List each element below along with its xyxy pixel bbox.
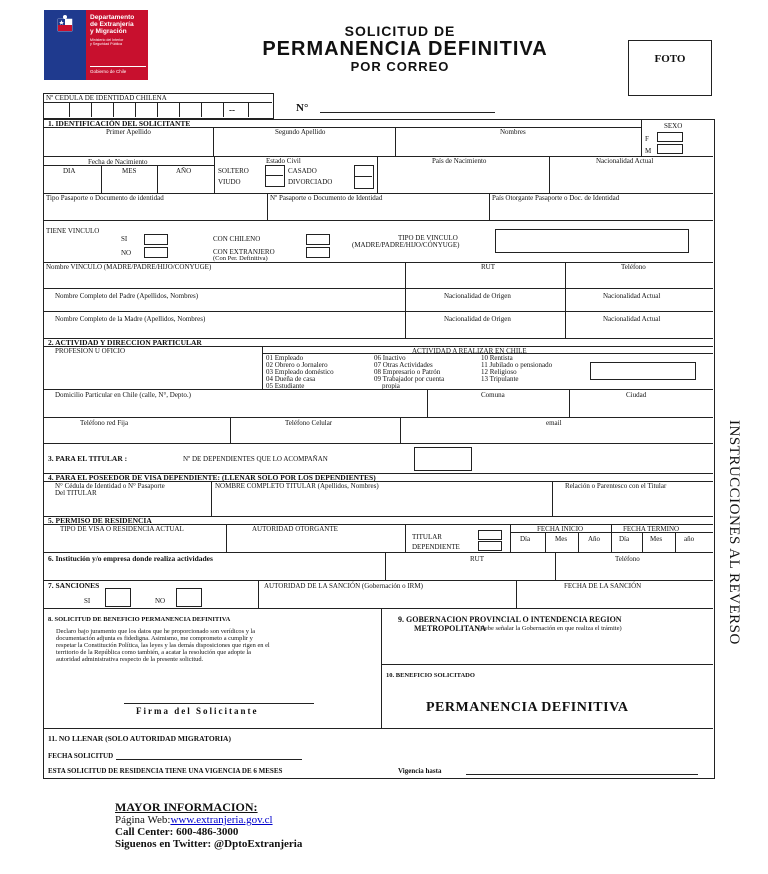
fecha-solicitud-label: FECHA SOLICITUD: [48, 752, 114, 760]
section-11-title: 11. NO LLENAR (SOLO AUTORIDAD MIGRATORIA): [48, 734, 231, 743]
sexo-f-checkbox[interactable]: [657, 132, 683, 142]
email-label: email: [546, 419, 562, 427]
titular-label: TITULAR: [412, 533, 442, 541]
logo-sub-2: y Seguridad Pública: [90, 42, 122, 46]
actividad-label: ACTIVIDAD A REALIZAR EN CHILE: [412, 347, 527, 355]
actividad-05: 05 Estudiante: [266, 382, 305, 390]
footer-title: MAYOR INFORMACION:: [115, 800, 258, 814]
tipo-vinculo-input[interactable]: [495, 229, 689, 253]
con-extranjero-checkbox[interactable]: [306, 247, 330, 258]
fecha-solicitud-line[interactable]: [116, 759, 302, 760]
firma-line[interactable]: [124, 703, 314, 704]
termino-dia-label: Día: [619, 535, 630, 543]
actividad-04: 04 Dueña de casa: [266, 375, 316, 383]
pais-otorgante-label: País Otorgante Pasaporte o Doc. de Identidad: [492, 194, 620, 202]
cedula-titular-label-2: Del TITULAR: [55, 489, 97, 497]
divorciado-label: DIVORCIADO: [288, 178, 333, 186]
actividad-01: 01 Empleado: [266, 354, 304, 362]
form-title-line-1: SOLICITUD DE: [344, 23, 456, 39]
padre-nac-origen-label: Nacionalidad de Origen: [444, 292, 511, 300]
estado-civil-label: Estado Civil: [266, 157, 301, 165]
nac-anio-label: AÑO: [176, 167, 192, 175]
segundo-apellido-label: Segundo Apellido: [275, 128, 326, 136]
sexo-m-checkbox[interactable]: [657, 144, 683, 154]
tiene-vinculo-label: TIENE VINCULO: [46, 227, 100, 235]
dependiente-checkbox[interactable]: [478, 541, 502, 551]
vinculo-no-label: NO: [121, 249, 132, 257]
numero-label: N°: [296, 102, 309, 114]
cedula-label: Nº CEDULA DE IDENTIDAD CHILENA: [46, 94, 167, 102]
con-chileno-label: CON CHILENO: [213, 235, 261, 243]
sanciones-si-checkbox[interactable]: [105, 588, 131, 607]
section-9-title: 9. GOBERNACION PROVINCIAL O INTENDENCIA REGION: [398, 615, 622, 624]
section-1-title: 1. IDENTIFICACIÓN DEL SOLICITANTE: [48, 119, 191, 128]
section-2-title: 2. ACTIVIDAD Y DIRECCION PARTICULAR: [48, 338, 202, 347]
dependientes-input[interactable]: [414, 447, 472, 471]
tipo-visa-label: TIPO DE VISA O RESIDENCIA ACTUAL: [60, 525, 184, 533]
autoridad-otorgante-label: AUTORIDAD OTORGANTE: [252, 525, 338, 533]
section-9-note: (Debe señalar la Gobernación en que realiza el trámite): [478, 625, 622, 632]
fecha-termino-label: FECHA TERMINO: [623, 525, 680, 533]
numero-field[interactable]: [320, 112, 495, 113]
tipo-vinculo-options: (MADRE/PADRE/HIJO/CÓNYUGE): [352, 241, 460, 249]
madre-nac-actual-label: Nacionalidad Actual: [603, 315, 661, 323]
section-10-title: 10. BENEFICIO SOLICITADO: [386, 672, 475, 679]
actividad-code-input[interactable]: [590, 362, 696, 380]
fecha-nacimiento-label: Fecha de Nacimiento: [88, 158, 148, 166]
logo-line-3: y Migración: [90, 28, 127, 35]
extranjeria-logo: [44, 10, 148, 80]
estado-civil-soltero-viudo-box[interactable]: [265, 165, 285, 187]
cedula-dash: --: [229, 105, 235, 115]
coat-of-arms-icon: [52, 14, 78, 34]
footer-web-label: Página Web:: [115, 814, 171, 826]
logo-sub-1: Ministerio del Interior: [90, 38, 124, 42]
declaracion-line-3: respetar la Constitución Política, las leyes y las demás disposiciones que rigen en el: [56, 642, 270, 649]
profesion-label: PROFESION U OFICIO: [55, 347, 126, 355]
nombres-label: Nombres: [500, 128, 526, 136]
nombre-padre-label: Nombre Completo del Padre (Apellidos, Nombres): [55, 292, 199, 300]
section-8-title: 8. SOLICITUD DE BENEFICIO PERMANENCIA DEFINITIVA: [48, 616, 231, 623]
dependiente-label: DEPENDIENTE: [412, 543, 460, 551]
con-chileno-checkbox[interactable]: [306, 234, 330, 245]
vigencia-hasta-label: Vigencia hasta: [398, 767, 442, 775]
con-per-def-label: (Con Per. Definitiva): [213, 255, 268, 262]
actividad-07: 07 Otras Actividades: [374, 361, 433, 369]
declaracion-line-2: documentación adjunta es fidedigna. Asimismo, me comprometo a cumplir y: [56, 635, 253, 642]
logo-line-1: Departamento: [90, 14, 135, 21]
form-frame: [43, 119, 715, 779]
padre-nac-actual-label: Nacionalidad Actual: [603, 292, 661, 300]
institucion-rut-label: RUT: [470, 555, 484, 563]
footer-web: [115, 814, 273, 826]
photo-box[interactable]: [628, 40, 712, 96]
casado-label: CASADO: [288, 167, 317, 175]
madre-nac-origen-label: Nacionalidad de Origen: [444, 315, 511, 323]
pais-nacimiento-label: País de Nacimiento: [432, 157, 487, 165]
vigencia-label: ESTA SOLICITUD DE RESIDENCIA TIENE UNA VIGENCIA DE 6 MESES: [48, 767, 283, 775]
firma-label: Firma del Solicitante: [136, 706, 259, 716]
actividad-03: 03 Empleado doméstico: [266, 368, 334, 376]
cedula-titular-label: N° Cédula de Identidad o N° Pasaporte: [55, 482, 165, 490]
footer-call-center: Call Center: 600-486-3000: [115, 826, 239, 838]
dependientes-label: Nº DE DEPENDIENTES QUE LO ACOMPAÑAN: [183, 455, 328, 463]
section-5-title: 5. PERMISO DE RESIDENCIA: [48, 516, 152, 525]
segundo-apellido-input[interactable]: [216, 139, 392, 153]
con-extranjero-label: CON EXTRANJERO: [213, 248, 275, 256]
vinculo-rut-label: RUT: [481, 263, 495, 271]
nombre-titular-label: NOMBRE COMPLETO TITULAR (Apellidos, Nombres): [215, 482, 379, 490]
ciudad-label: Ciudad: [626, 391, 647, 399]
logo-gov: Gobierno de Chile: [90, 69, 127, 74]
section-7-title: 7. SANCIONES: [48, 581, 100, 590]
nacionalidad-actual-label: Nacionalidad Actual: [596, 157, 654, 165]
declaracion-line-5: autoridad administrativa respecto de la presente solicitud.: [56, 656, 204, 663]
tel-fijo-label: Teléfono red Fija: [80, 419, 129, 427]
section-3-title: 3. PARA EL TITULAR :: [48, 454, 128, 463]
form-title-line-3: POR CORREO: [350, 59, 450, 74]
footer-twitter: Siguenos en Twitter: @DptoExtranjeria: [115, 838, 303, 850]
primer-apellido-input[interactable]: [46, 139, 210, 153]
vinculo-si-label: SI: [121, 235, 128, 243]
actividad-02: 02 Obrero o Jornalero: [266, 361, 328, 369]
sanciones-si-label: SI: [84, 597, 91, 605]
tipo-pasaporte-label: Tipo Pasaporte o Documento de identidad: [46, 194, 164, 202]
domicilio-label: Domicilio Particular en Chile (calle, N°, Depto.): [55, 391, 191, 399]
actividad-06: 06 Inactivo: [374, 354, 406, 362]
sexo-f-label: F: [645, 135, 649, 143]
form-title-line-2: PERMANENCIA DEFINITIVA: [262, 38, 548, 60]
actividad-09: 09 Trabajador por cuenta: [374, 375, 445, 383]
sanciones-no-label: NO: [155, 597, 166, 605]
tipo-vinculo-label: TIPO DE VINCULO: [398, 234, 458, 242]
estado-civil-casado-divorciado-box[interactable]: [354, 165, 374, 189]
vinculo-telefono-label: Teléfono: [621, 263, 646, 271]
vigencia-hasta-line[interactable]: [466, 774, 698, 775]
actividad-13: 13 Tripulante: [481, 375, 519, 383]
sexo-label: SEXO: [664, 122, 683, 130]
inicio-anio-label: Año: [588, 535, 601, 543]
actividad-12: 12 Religioso: [481, 368, 517, 376]
photo-label: FOTO: [654, 53, 686, 65]
titular-checkbox[interactable]: [478, 530, 502, 540]
section-4-title: 4. PARA EL POSEEDOR DE VISA DEPENDIENTE: (LLENAR SOLO POR LOS DEPENDIENTES): [48, 473, 376, 482]
soltero-label: SOLTERO: [218, 167, 249, 175]
comuna-label: Comuna: [481, 391, 505, 399]
sanciones-no-checkbox[interactable]: [176, 588, 202, 607]
actividad-09-cont: propia: [382, 382, 400, 390]
footer-web-link[interactable]: www.extranjeria.gov.cl: [170, 814, 273, 826]
institucion-telefono-label: Teléfono: [615, 555, 640, 563]
nombre-vinculo-label: Nombre VINCULO (MADRE/PADRE/HIJO/CONYUGE): [46, 263, 212, 271]
fecha-inicio-label: FECHA INICIO: [537, 525, 584, 533]
primer-apellido-label: Primer Apellido: [106, 128, 151, 136]
actividad-11: 11 Jubilado o pensionado: [481, 361, 553, 369]
actividad-08: 08 Empresario o Patrón: [374, 368, 441, 376]
fecha-sancion-label: FECHA DE LA SANCIÓN: [564, 582, 642, 590]
termino-mes-label: Mes: [650, 535, 663, 543]
nac-mes-label: MES: [122, 167, 137, 175]
section-6-title: 6. Institución y/o empresa donde realiza actividades: [48, 554, 213, 563]
viudo-label: VIUDO: [218, 178, 241, 186]
logo-line-2: de Extranjería: [90, 21, 134, 28]
inicio-dia-label: Día: [520, 535, 531, 543]
nombres-input[interactable]: [398, 139, 638, 153]
num-pasaporte-label: Nº Pasaporte o Documento de Identidad: [270, 194, 383, 202]
declaracion-line-4: territorio de la República como también, a acatar la resolución que adopte la: [56, 649, 252, 656]
inicio-mes-label: Mes: [555, 535, 568, 543]
beneficio-value: PERMANENCIA DEFINITIVA: [426, 700, 629, 715]
vinculo-no-checkbox[interactable]: [144, 247, 168, 258]
nac-dia-label: DIA: [63, 167, 76, 175]
declaracion-line-1: Declaro bajo juramento que los datos que he proporcionado son verídicos y la: [56, 628, 256, 635]
termino-anio-label: año: [684, 535, 695, 543]
autoridad-sancion-label: AUTORIDAD DE LA SANCIÓN (Gobernación o IRM): [264, 582, 423, 590]
sexo-m-label: M: [645, 147, 652, 155]
instrucciones-reverso: INSTRUCCIONES AL REVERSO: [726, 420, 742, 645]
vinculo-si-checkbox[interactable]: [144, 234, 168, 245]
tel-celular-label: Teléfono Celular: [285, 419, 333, 427]
actividad-10: 10 Rentista: [481, 354, 513, 362]
relacion-titular-label: Relación o Parentesco con el Titular: [565, 482, 667, 490]
section-9-title-2: METROPOLITANA: [414, 624, 486, 633]
nombre-madre-label: Nombre Completo de la Madre (Apellidos, Nombres): [55, 315, 206, 323]
